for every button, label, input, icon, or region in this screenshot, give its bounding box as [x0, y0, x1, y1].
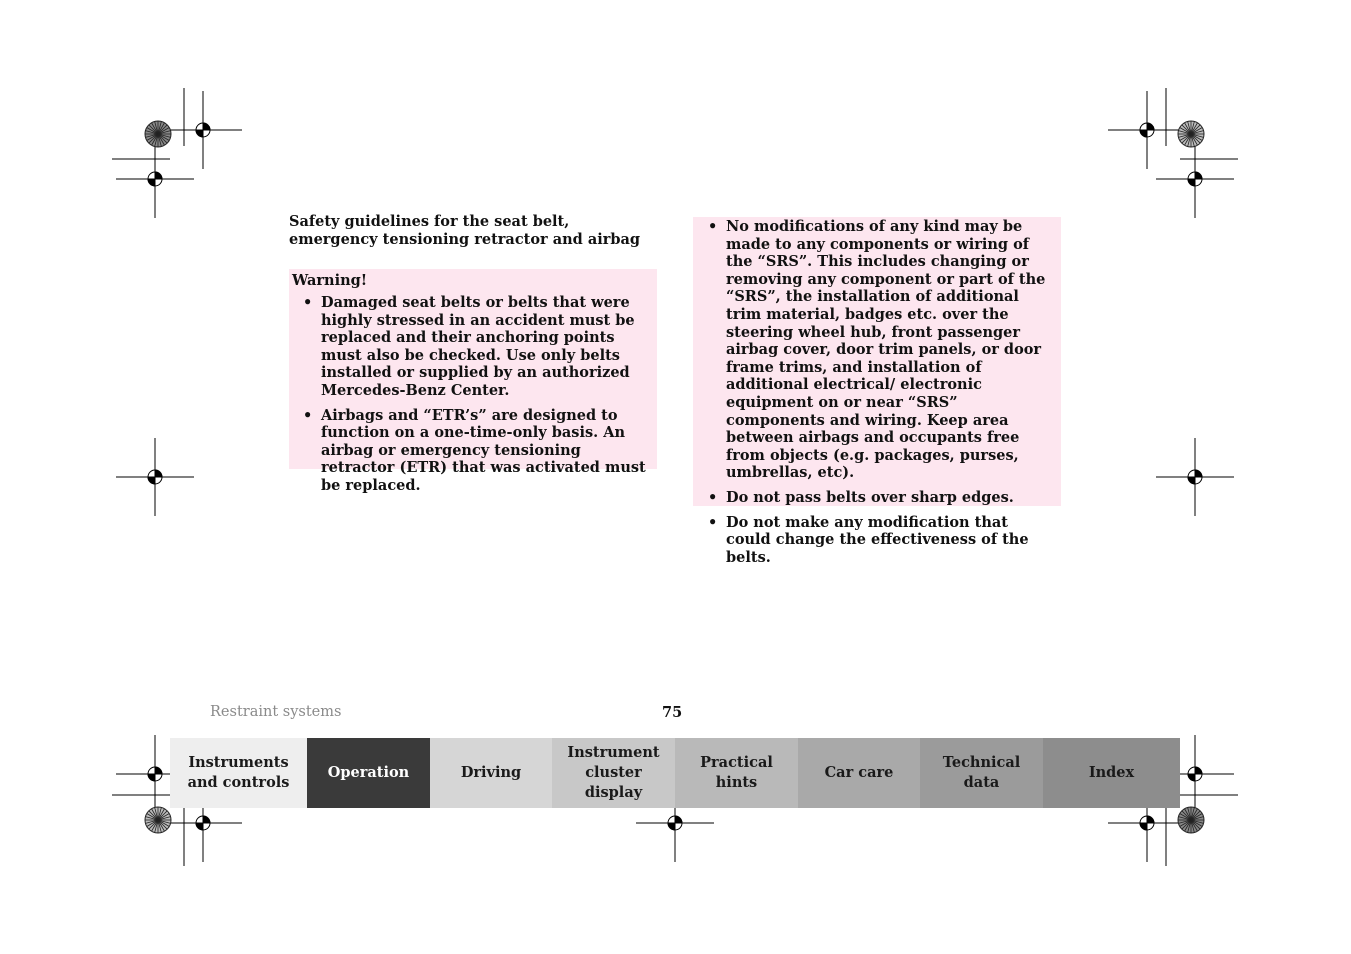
tab-operation[interactable]: Operation — [307, 738, 430, 808]
guideline-item: • Do not pass belts over sharp edges. — [693, 489, 1055, 507]
registration-crosshair — [1156, 140, 1234, 218]
page-heading: Safety guidelines for the seat belt, emergency tensioning retractor and airbag — [289, 213, 641, 248]
warning-title: Warning! — [292, 272, 368, 289]
chapter-tab-bar — [170, 738, 1180, 808]
tab-car-care[interactable]: Car care — [798, 738, 920, 808]
guideline-item: • Do not make any modification that could change the effectiveness of the belts. — [693, 514, 1055, 567]
registration-crosshair — [116, 438, 194, 516]
warning-item: • Airbags and “ETR’s” are designed to function on a one-time-only basis. An airbag or emergency tensioning retractor (ETR) that was activated must be replaced. — [292, 407, 651, 495]
registration-crosshair — [1156, 438, 1234, 516]
starburst-mark — [145, 121, 171, 147]
starburst-mark — [1178, 807, 1204, 833]
tab-instruments-and-controls[interactable]: Instruments and controls — [170, 738, 307, 808]
section-label: Restraint systems — [210, 704, 342, 720]
warning-list — [292, 294, 651, 495]
warning-box — [289, 269, 657, 494]
warning-item: • Damaged seat belts or belts that were highly stressed in an accident must be replaced and their anchoring points must also be checked. Use only belts installed or supplied by an authorized Mercedes-Benz Center. — [292, 294, 651, 400]
guideline-item: • No modifications of any kind may be made to any components or wiring of the “SRS”. This includes changing or removing any component or part of the “SRS”, the installation of additional trim material, badges etc. over the steering wheel hub, front passenger airbag cover, door trim panels, or door frame trims, and installation of additional electrical/ electronic equipment on or near “SRS” components and wiring. Keep area between airbags and occupants free from objects (e.g. packages, purses, umbrellas, etc). — [693, 218, 1055, 482]
starburst-mark — [1178, 121, 1204, 147]
tab-driving[interactable]: Driving — [430, 738, 552, 808]
tab-practical-hints[interactable]: Practical hints — [675, 738, 798, 808]
registration-crosshair — [116, 140, 194, 218]
page-number: 75 — [662, 704, 683, 721]
registration-crosshair — [164, 91, 242, 169]
tab-technical-data[interactable]: Technical data — [920, 738, 1043, 808]
starburst-mark — [145, 807, 171, 833]
registration-crosshair — [1108, 91, 1186, 169]
srs-guidelines-box — [693, 217, 1061, 566]
srs-guidelines-list — [693, 218, 1055, 566]
tab-index[interactable]: Index — [1043, 738, 1180, 808]
tab-instrument-cluster-display[interactable]: Instrument cluster display — [552, 738, 675, 808]
